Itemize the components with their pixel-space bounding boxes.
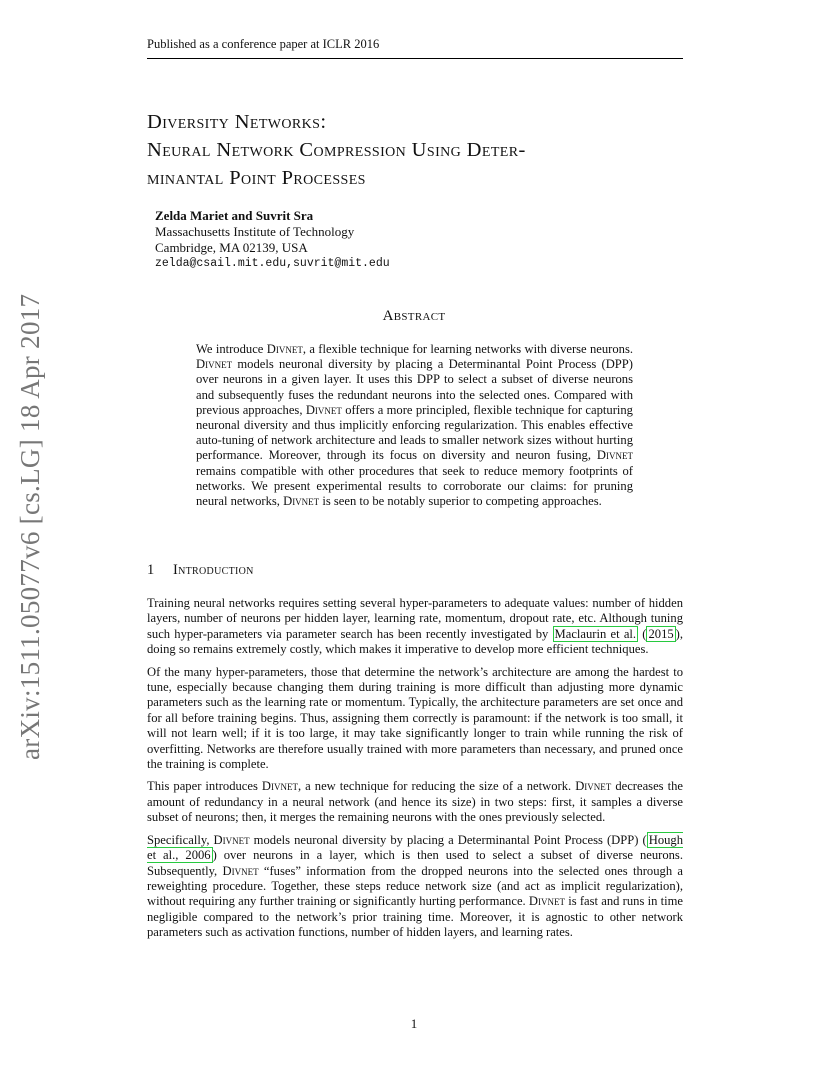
paragraph-text: decreases the amount of redundancy in a neural network (and hence its size) in two steps: first, it samples a diverse subset of neurons; then, it merges the remaining neurons with the ones previously selected.	[147, 779, 683, 825]
section-title: Introduction	[173, 562, 254, 578]
method-name: Divnet	[213, 832, 250, 847]
paragraph-text: models neuronal diversity by placing a Determinantal Point Process (DPP) (	[249, 832, 647, 847]
abstract-text-part: , a flexible technique for learning networks with diverse neurons.	[302, 342, 634, 356]
citation-link[interactable]: Hough et al., 2006	[147, 832, 684, 863]
abstract-text-part: remains compatible with other procedures that seek to reduce memory footprints of networks. We present experimental results to corroborate our claims: for pruning neural networks,	[196, 463, 633, 509]
paragraph-text: “fuses” information from the dropped neurons into the selected ones through a reweighting procedure. Together, these steps reduce network size (and act as implicit regularization), without requiring any further training or significantly hurting performance.	[147, 863, 683, 909]
citation-link[interactable]	[553, 626, 639, 642]
author-address: Cambridge, MA 02139, USA	[155, 240, 308, 255]
paper-title	[147, 108, 707, 192]
paragraph-text: ) over neurons in a layer, which is then used to select a subset of diverse neurons. Subsequently,	[147, 848, 683, 878]
method-name: Divnet	[283, 494, 320, 509]
section-number: 1	[147, 562, 155, 578]
running-head: Published as a conference paper at ICLR 2016	[147, 37, 683, 59]
paragraph-text: is fast and runs in time negligible compared to the network’s prior training time. Moreover, it is agnostic to other network parameters such as activation functions, number of hidden layers, and learning rates.	[147, 894, 683, 940]
arxiv-stamp: arXiv:1511.05077v6 [cs.LG] 18 Apr 2017	[15, 293, 45, 760]
abstract-text-part: is seen to be notably superior to competing approaches.	[319, 494, 602, 509]
paragraph-text: ), doing so remains extremely costly, which makes it imperative to develop more efficient techniques.	[147, 626, 684, 657]
method-name: Divnet	[305, 402, 342, 417]
abstract-text-part: offers a more principled, flexible technique for capturing neuronal diversity and thus implicitly enforcing regularization. This enables effective auto-tuning of network architecture and leads to smaller network sizes without hurting performance. Moreover, through its focus on diversity and neuron fusing,	[196, 402, 633, 463]
body-text	[147, 596, 683, 948]
method-name: Divnet	[575, 779, 612, 794]
author-affiliation: Massachusetts Institute of Technology	[155, 224, 355, 239]
method-name: Divnet	[528, 894, 565, 909]
title-line-2: Neural Network Compression Using Deter-	[147, 139, 526, 161]
title-line-1: Diversity Networks:	[147, 111, 327, 133]
paragraph-2: Of the many hyper-parameters, those that determine the network’s architecture are among the hardest to tune, especially because changing them during training is more difficult than adjusting more dynamic parameters such as the learning rate or momentum. Typically, the architecture parameters are set once and for all before training begins. Thus, assigning them correctly is paramount: if the network is too small, it will not learn well; if it is too large, it may take significantly longer to train while running the risk of overfitting. Networks are therefore usually trained with more parameters than necessary, and pruned once the training is complete.	[147, 664, 683, 772]
paragraph-3	[147, 779, 683, 825]
abstract-text-part: models neuronal diversity by placing a Determinantal Point Process (DPP) over neurons in a given layer. It uses this DPP to select a subset of diverse neurons and subsequently fuses the redundant neurons into the selected ones. Compared with previous approaches,	[196, 357, 633, 417]
paragraph-1: Training neural networks requires setting several hyper-parameters to adequate values: number of hidden layers, number of neurons per hidden layer, learning rate, momentum, dropout rate, etc. Although tuning such hyper-parameters via parameter search has been recently investigated by Maclaurin et al. ( 2015 ), doing so remains extremely costly, which makes it imperative to develop more efficient techniques.	[147, 596, 684, 657]
paragraph-text: Training neural networks requires setting several hyper-parameters to adequate values: number of hidden layers, number of neurons per hidden layer, learning rate, momentum, dropout rate, etc. Although tuning such hyper-parameters via parameter search has been recently investigated by	[147, 596, 683, 641]
method-name: Divnet	[596, 448, 633, 463]
abstract-heading: Abstract	[382, 308, 446, 324]
paragraph-text: Specifically,	[147, 832, 214, 847]
method-name: Divnet	[222, 863, 259, 878]
citation-year: 2015	[648, 626, 674, 641]
paragraph-text: This paper introduces	[147, 779, 262, 794]
section-heading	[147, 562, 254, 579]
method-name: Divnet	[266, 342, 303, 356]
author-names: Zelda Mariet and Suvrit Sra	[155, 208, 314, 223]
method-name: Divnet	[196, 357, 233, 372]
abstract-text	[196, 342, 633, 509]
method-name: Divnet	[261, 779, 298, 794]
citation-author: Maclaurin et al.	[554, 626, 637, 641]
author-email: zelda@csail.mit.edu,suvrit@mit.edu	[155, 257, 390, 270]
page-number: 1	[410, 1016, 418, 1031]
paragraph-4	[147, 833, 683, 941]
author-block	[155, 208, 390, 272]
citation-year-link[interactable]	[646, 626, 675, 642]
paragraph-text: , a new technique for reducing the size of a network.	[298, 779, 576, 794]
abstract-text-part: We introduce	[196, 342, 267, 356]
title-line-3: minantal Point Processes	[147, 167, 366, 189]
